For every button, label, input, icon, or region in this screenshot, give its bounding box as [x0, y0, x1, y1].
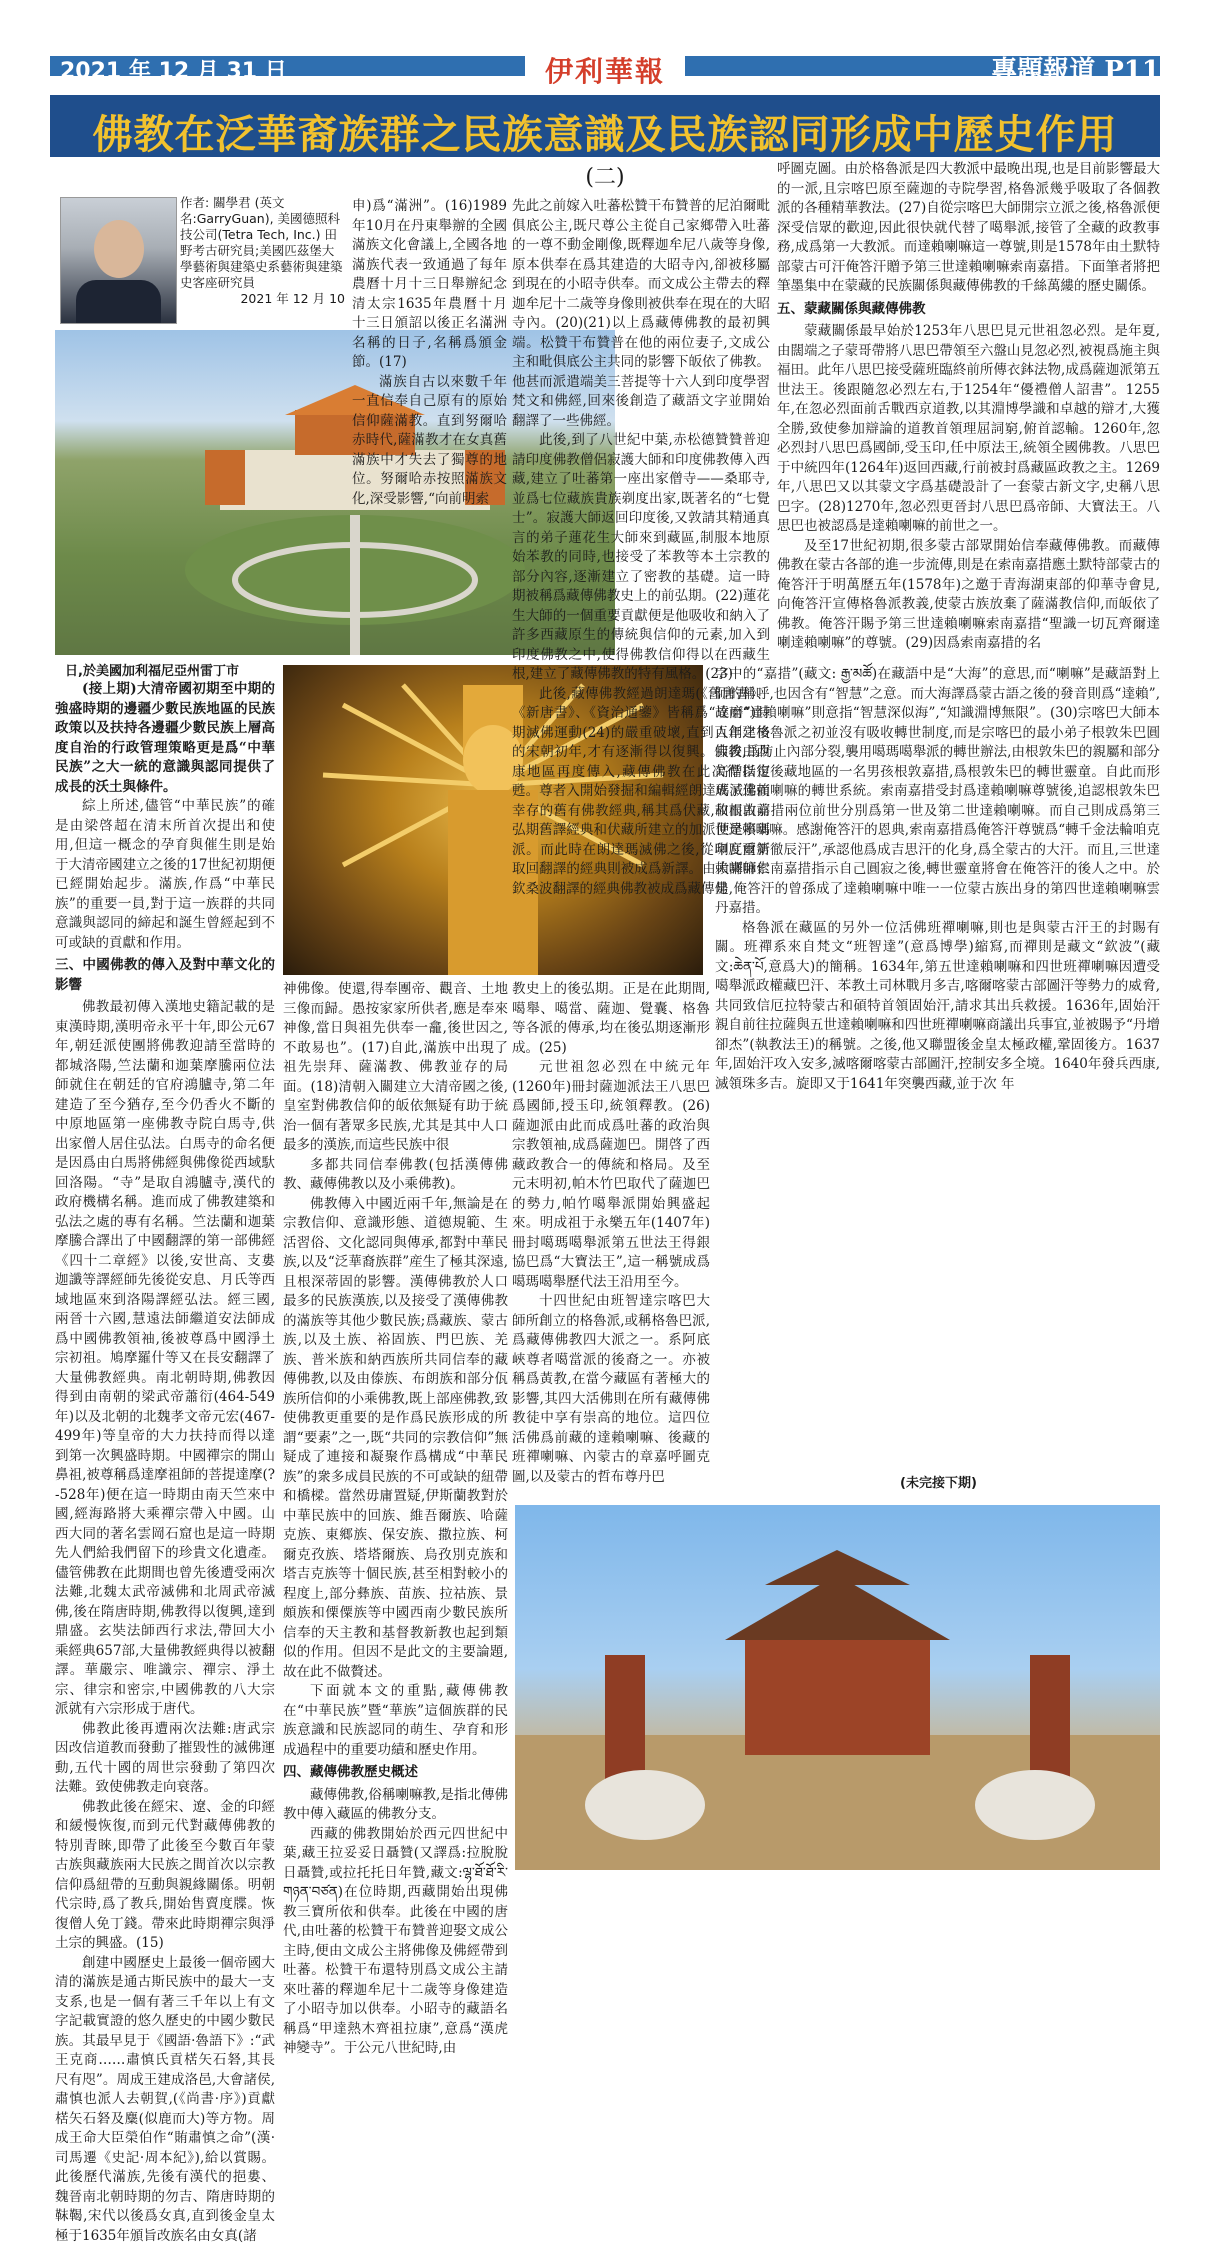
column-3 — [512, 980, 710, 1500]
para: 西藏的佛教開始於西元四世紀中葉,藏王拉妥妥日聶贊(又譯爲:拉脫脫日聶贊,或拉托托日年贊,藏文:ལྷ་ཐོ་ཐོ་རི་གཉན་བཙན)在位時期,西藏開始出現佛教三寶所依和供奉。此後在中國的唐代,由吐蕃的松贊干布贊普迎娶文成公主時,便由文成公主將佛像及佛經帶到吐蕃。松贊干布還特別爲文成公主請來吐蕃的釋迦牟尼十二歲等身像建造了小昭寺加以供奉。小昭寺的藏語名稱爲“甲達熱木齊祖拉康”,意爲“漢虎神變寺”。于公元八世紀時,由 — [283, 1825, 508, 2059]
column-4 — [715, 665, 1160, 1465]
para: 佛教此後再遭兩次法難:唐武宗因改信道教而發動了摧毀性的滅佛運動,五代十國的周世宗發動了第四次法難。致使佛教走向衰落。 — [55, 1720, 275, 1798]
para: 字中的“嘉措”(藏文: རྒྱ་མཚོ)在藏語中是“大海”的意思,而“喇嘛”是藏語對上師的稱呼,也因含有“智慧”之意。而大海譯爲蒙古語之後的發音則爲“達賴”,故而“達賴喇嘛”則意指“智慧深似海”,“知識淵博無限”。(30)宗喀巴大師本人創建格魯派之初並沒有吸收轉世制度,而是宗喀巴的最小弟子根敦朱巴圓寂後,爲防止內部分裂,襲用噶瑪噶舉派的轉世辦法,由根敦朱巴的親屬和部分高僧指定後藏地區的一名男孩根敦嘉措,爲根敦朱巴的轉世靈童。自此而形成了達賴喇嘛的轉世系統。索南嘉措受封爲達賴喇嘛尊號後,追認根敦朱巴和根敦嘉措兩位前世分別爲第一世及第二世達賴喇嘛。而自己則成爲第三世達賴喇嘛。感謝俺答汗的恩典,索南嘉措爲俺答汗尊號爲“轉千金法輪咱克喇瓦爾第徹辰汗”,承認他爲成吉思汗的化身,爲全蒙古的大汗。而且,三世達賴喇嘛索南嘉措指示自己圓寂之後,轉世靈童將會在俺答汗的後人之中。於是,俺答汗的曾孫成了達賴喇嘛中唯一一位蒙古族出身的第四世達賴喇嘛雲丹嘉措。 — [715, 665, 1160, 919]
para: 先此之前嫁入吐蕃松贊干布贊普的尼泊爾毗俱底公主,既尺尊公主從自己家鄉帶入吐蕃的一尊不動金剛像,既釋迦牟尼八歲等身像,原本供奉在爲其建造的大昭寺內,卻被移屬到現在的小昭寺供奉。而文成公主帶去的釋迦牟尼十二歲等身像則被供奉在現在的大昭寺內。(20)(21)以上爲藏傳佛教的最初興端。松贊干布贊普在他的兩位妻子,文成公主和毗俱底公主共同的影響下皈依了佛教。他甚而派遣端美三菩提等十六人到印度學習梵文和佛經,回來後創造了藏語文字並開始翻譯了一些佛經。 — [512, 197, 770, 431]
column-b-top — [512, 197, 770, 662]
para: 此後,到了八世紀中葉,赤松德贊贊普迎請印度佛教僧侶寂護大師和印度佛教傳入西藏,建立了吐蕃第一座出家僧寺——桑耶寺,並爲七位藏族貴族剃度出家,既著名的“七覺士”。寂護大師返回印度後,又敦請其精通真言的弟子蓮花生大師來到藏區,制服本地原始苯教的同時,也接受了苯教等本土宗教的部分內容,逐漸建立了密教的基礎。這一時期被稱爲藏傳佛教史上的前弘期。(22)蓮花生大師的一個重要貢獻便是他吸收和納入了許多西藏原生的傳統與信仰的元素,加入到印度佛教之中,使得佛教信仰得以在西藏生根,建立了藏傳佛教的特有風格。(23) — [512, 431, 770, 685]
section-heading-4: 四、藏傳佛教歷史概述 — [283, 1763, 508, 1783]
para: 神佛像。使還,得奉團帝、觀音、土地三像而歸。愚按家家所供者,應是奉來神像,當日與祖先供奉一龕,後世因之,不敢易也”。(17)自此,滿族中出現了祖先崇拜、薩滿教、佛教並存的局面。(18)清朝入關建立大清帝國之後,皇室對佛教信仰的皈依無疑有助于統治一個有著眾多民族,尤其是其中人口最多的漢族,而這些民族中很 — [283, 980, 508, 1156]
para: 佛教此後在經宋、遼、金的印經和緩慢恢復,而到元代對藏傳佛教的特別青睞,即帶了此後至今數百年蒙古族與藏族兩大民族之間首次以宗教信仰爲紐帶的互動與親緣關係。明朝代宗時,爲了教兵,開始售賣度牒。恢復僧人免丁錢。帶來此時期禪宗與淨土宗的興盛。(15) — [55, 1798, 275, 1954]
author-photo — [60, 197, 177, 324]
continued-label: (未完接下期) — [900, 1472, 977, 1491]
para: 及至17世紀初期,很多蒙古部眾開始信奉藏傳佛教。而藏傳佛教在蒙古各部的進一步流傳,則是在索南嘉措應土默特部蒙古的俺答汗于明萬歷五年(1578年)之邀于青海湖東部的仰華寺會見,向俺答汗宣傳格魯派教義,使蒙古族放棄了薩滿教信仰,而皈依了佛教。俺答汗賜予第三世達賴喇嘛索南嘉措“聖識一切瓦齊爾達喇達賴喇嘛”的尊號。(29)因爲索南嘉措的名 — [777, 537, 1160, 654]
para: 多都共同信奉佛教(包括漢傳佛教、藏傳佛教以及小乘佛教)。 — [283, 1156, 508, 1195]
author-byline — [180, 195, 345, 307]
para: 元世祖忽必烈在中統元年(1260年)冊封薩迦派法王八思巴爲國師,授玉印,統領釋教。(26)薩迦派由此而成爲吐蕃的政治與宗教領袖,成爲薩迦巴。開啓了西藏政教合一的傳統和格局。及至元末明初,帕木竹巴取代了薩迦巴的勢力,帕竹噶舉派開始興盛起來。明成祖于永樂五年(1407年)冊封噶瑪噶舉派第五世法王得銀協巴爲“大寶法王”,這一稱號成爲噶瑪噶舉歷代法王沿用至今。 — [512, 1058, 710, 1292]
para: 綜上所述,儘管“中華民族”的確是由梁啓超在清末所首次提出和使用,但這一概念的孕育與催生則是始于大清帝國建立之後的17世紀初期便已經開始起步。滿族,作爲“中華民族”的重要一員,對于這一族群的共同意識與認同的締起和誕生曾經起到不可或缺的貢獻和作用。 — [55, 797, 275, 953]
author-bio: 作者: 關學君 (英文名:GarryGuan), 美國德照科技公司(Tetra Tech, Inc.) 田野考古研究員;美國匹茲堡大學藝術與建築史系藝術與建築史客座研究員 — [180, 195, 345, 291]
para: 蒙藏關係最早始於1253年八思巴見元世祖忽必烈。是年夏,由闊端之子蒙哥帶將八思巴帶領至六盤山見忽必烈,被視爲施主與福田。此年八思巴接受薩班臨終前所傳衣鉢法物,成爲薩迦派第五世法王。後跟隨忽必烈左右,于1254年“優禮僧人詔書”。1255年,在忽必烈面前舌戰西京道教,以其淵博學識和卓越的辯才,大獲全勝,致使參加辯論的道教首領理屈詞窮,俯首認輸。1260年,忽必烈封八思巴爲國師,受玉印,任中原法王,統領全國佛教。八思巴于中統四年(1264年)返回西藏,行前被封爲藏區政教之主。1269年,八思巴又以其蒙文字爲基礎設計了一套蒙古新文字,史稱八思巴字。(28)1270年,忽必烈更晉封八思巴爲帝師、大寶法王。八思巴也被認爲是達賴喇嘛的前世之一。 — [777, 322, 1160, 537]
newspaper-name: 伊利華報 — [525, 50, 685, 90]
para: 創建中國歷史上最後一個帝國大清的滿族是通古斯民族中的最大一支支系,也是一個有著三千年以上有文字記載實證的悠久歷史的中國少數民族。其最早見于《國語·魯語下》:“武王克商……肅慎氏貢楛矢石砮,其長尺有咫”。周成王建成洛邑,大會諸侯,肅慎也派人去朝賀,(《尚書·序》)貢獻楛矢石砮及麋(似鹿而大)等方物。周成王命大臣榮伯作“賄肅慎之命”(漢·司馬遷《史記·周本紀》),給以賞賜。此後歷代滿族,先後有漢代的挹婁、魏晉南北朝時期的勿吉、隋唐時期的靺鞨,宋代以後爲女真,直到後金皇太極于1635年頒旨改族名由女真(諸 — [55, 1954, 275, 2246]
temple-elephants-photo — [515, 1505, 1160, 1870]
para: 十四世紀由班智達宗喀巴大師所創立的格魯派,或稱格魯巴派,爲藏傳佛教四大派之一。系阿底峽尊者噶當派的後裔之一。亦被稱爲黃教,在當今藏區有著極大的影響,其四大活佛則在所有藏傳佛教徒中享有崇高的地位。這四位活佛爲前藏的達賴喇嘛、後藏的班禪喇嘛、內蒙古的章嘉呼圖克圖,以及蒙古的哲布尊丹巴 — [512, 1292, 710, 1487]
author-date: 2021 年 12 月 10 — [180, 291, 345, 307]
para: 佛教傳入中國近兩千年,無論是在宗教信仰、意識形態、道德規範、生活習俗、文化認同與傳承,都對中華民族,以及“泛華裔族群”産生了極其深遠,且根深蒂固的影響。漢傳佛教於人口最多的民族漢族,以及接受了漢傳佛教的滿族等其他少數民族;爲藏族、蒙古族,以及土族、裕固族、門巴族、羌族、普米族和納西族所共同信奉的藏傳佛教,以及由傣族、布朗族和部分佤族所信仰的小乘佛教,既上部座佛教,致使佛教更重要的是作爲民族形成的所謂“要素”之一,既“共同的宗教信仰”無疑成了連接和凝聚作爲構成“中華民族”的衆多成員民族的不可或缺的紐帶和橋樑。當然毋庸置疑,伊斯蘭教對於中華民族中的回族、維吾爾族、哈薩克族、東鄉族、保安族、撒拉族、柯爾克孜族、塔塔爾族、烏孜別克族和塔吉克族等十個民族,甚至相對較小的程度上,部分彝族、苗族、拉祜族、景頗族和傈僳族等中國西南少數民族所信奉的天主教和基督教新教也起到類似的作用。但因不是此文的主要論題,故在此不做贅述。 — [283, 1195, 508, 1683]
section-heading-5: 五、蒙藏關係與藏傳佛教 — [777, 300, 1160, 320]
photo1-caption: 日,於美國加利福尼亞州雷丁市 — [65, 660, 239, 679]
lead-text: (接上期)大清帝國初期至中期的強盛時期的邊疆少數民族地區的民族政策以及扶持各邊疆少數民族上層高度自治的行政管理策略更是爲“中華民族”之大一統的意識與認同提供了成長的沃土與條件。 — [55, 681, 275, 795]
para: 滿族自古以來數千年一直信奉自己原有的原始信仰薩滿教。直到努爾哈赤時代,薩滿教才在女真舊滿族中才失去了獨尊的地位。努爾哈赤按照滿族文化,深受影響,“向前明索 — [352, 373, 507, 510]
headline-banner — [50, 95, 1160, 157]
para: 藏傳佛教,俗稱喇嘛教,是指北傳佛教中傳入藏區的佛教分支。 — [283, 1786, 508, 1825]
issue-date: 2021 年 12 月 31 日 — [60, 54, 287, 85]
headline: 佛教在泛華裔族群之民族意識及民族認同形成中歷史作用 — [50, 103, 1160, 160]
para: 此後,藏傳佛教經過朗達瑪(《舊唐書》、《新唐書》、《資治通鑒》皆稱爲“達磨”)時期滅佛運動(24)的嚴重破壞,直到百年之後的宋朝初年,才有逐漸得以復興。佛教由西康地區再度傳入,藏傳佛教在此次得以復甦。尊者入開始發掘和編輯經朗達瑪滅佛而幸存的舊有佛教經典,稱其爲伏藏,故而由前弘期舊譯經典和伏藏所建立的加派便是寧瑪派。而此時在朗達瑪滅佛之後,從印度重新取回翻譯的經典則被成爲新譯。由大譯師仁欽桑波翻譯的經典佛教被成爲藏傳佛 — [512, 685, 770, 900]
column-2 — [283, 980, 508, 1865]
para: 佛教最初傳入漢地史籍記載的是東漢時期,漢明帝永平十年,即公元67年,朝廷派使團將佛教迎請至當時的都城洛陽,竺法蘭和迦葉摩騰兩位法師就住在朝廷的官府鴻臚寺,第二年建造了至今猶存,至今仍香火不斷的中原地區第一座佛教寺院白馬寺,供出家僧人居住弘法。白馬寺的命名便是因爲由白馬將佛經與佛像從西域馱回洛陽。“寺”是取自鴻臚寺,漢代的政府機構名稱。進而成了佛教建築和弘法之處的專有名稱。竺法蘭和迦葉摩騰合譯出了中國翻譯的第一部佛經《四十二章經》以後,安世高、支婁迦讖等譯經師先後從安息、月氏等西域地區來到洛陽譯經弘法。經三國,兩晉十六國,慧遠法師繼道安法師成爲中國佛教領袖,後被尊爲中國淨土宗初祖。鳩摩羅什等又在長安翻譯了大量佛教經典。南北朝時期,佛教因得到由南朝的梁武帝蕭衍(464-549年)以及北朝的北魏孝文帝元宏(467-499年)等皇帝的大力扶持而得以達到第一次興盛時期。中國禪宗的開山鼻祖,被尊稱爲達摩祖師的菩提達摩(?-528年)便在這一時期由南天竺來中國,經海路將大乘禪宗帶入中國。山西大同的著名雲岡石窟也是這一時期先人們給我們留下的珍貴文化遺產。儘管佛教在此期間也曾先後遭受兩次法難,北魏太武帝滅佛和北周武帝滅佛,後在隋唐時期,佛教得以復興,達到鼎盛。玄奘法師西行求法,帶回大小乘經典657部,大量佛教經典得以被翻譯。華嚴宗、唯識宗、禪宗、淨土宗、律宗和密宗,中國佛教的八大宗派就有六宗形成于唐代。 — [55, 998, 275, 1720]
column-1 — [55, 680, 275, 1865]
para — [55, 680, 275, 797]
section-label: 專題報道 P11 — [991, 50, 1160, 87]
section-heading-3: 三、中國佛教的傳入及對中華文化的影響 — [55, 956, 275, 995]
headline-part: (二) — [0, 160, 1210, 191]
author-face — [94, 220, 144, 278]
column-c-top — [777, 160, 1160, 660]
para: 格魯派在藏區的另外一位活佛班禪喇嘛,則也是與蒙古汗王的封賜有關。班禪系來自梵文“班智達”(意爲博學)縮寫,而禪則是藏文“欽波”(藏文:ཆེན་པོ,意爲大)的簡稱。1634年,第五世達賴喇嘛和四世班禪喇嘛因遭受噶舉派政權藏巴汗、苯教土司林戰月多吉,喀爾喀蒙古部圖汗等勢力的威脅,共同致信厄拉特蒙古和碩特首領固始汗,請求其出兵救援。1636年,固始汗親自前往拉薩與五世達賴喇嘛和四世班禪喇嘛商議出兵事宜,並被賜予“丹增卻杰”(執教法王)的稱號。之後,他又聯盟後金皇太極政權,鞏固後方。1637年,固始汗攻入安多,滅喀爾喀蒙古部圖汗,控制安多全境。1640年發兵西康,滅領珠多吉。旋即又于1641年突襲西藏,並于次 年 — [715, 919, 1160, 1095]
para: 申)爲“滿洲”。(16)1989年10月在丹東舉辦的全國滿族文化會議上,全國各地滿族代表一致通過了每年農曆十月十三日舉辦紀念清太宗1635年農曆十月十三日頒詔以後正名滿洲名稱的日子,名稱爲頒金節。(17) — [352, 197, 507, 373]
para: 呼圖克圖。由於格魯派是四大教派中最晚出現,也是目前影響最大的一派,且宗喀巴原至薩迦的寺院學習,格魯派幾乎吸取了各個教派的各種精華教法。(27)自從宗喀巴大師開宗立派之後,格魯派便深受信眾的歡迎,因此很快就代替了噶舉派,接管了全藏的政教事務,成爲第一大教派。而達賴喇嘛這一尊號,則是1578年由土默特部蒙古可汗俺答汗贈予第三世達賴喇嘛索南嘉措。下面筆者將把筆墨集中在蒙藏的民族關係與藏傳佛教的千絲萬縷的歷史關係。 — [777, 160, 1160, 297]
author-suit — [76, 280, 161, 323]
para: 下面就本文的重點,藏傳佛教在“中華民族”暨“華族”這個族群的民族意識和民族認同的萌生、孕育和形成過程中的重要功績和歷史作用。 — [283, 1682, 508, 1760]
para: 教史上的後弘期。正是在此期間,噶舉、噶當、薩迦、覺囊、格魯等各派的傳承,均在後弘期逐漸形成。(25) — [512, 980, 710, 1058]
masthead — [0, 0, 1210, 95]
column-a-top — [352, 197, 507, 327]
